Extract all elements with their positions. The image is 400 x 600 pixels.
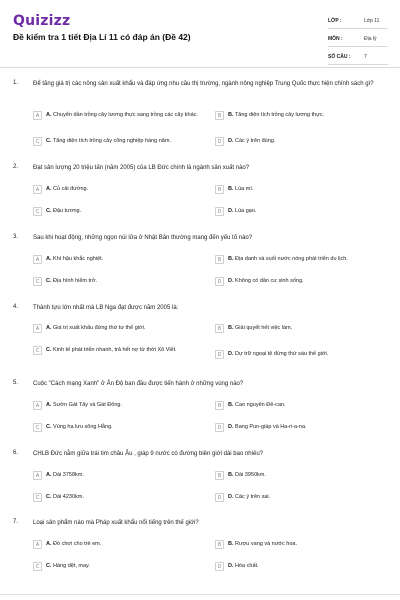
option-d[interactable] — [215, 277, 383, 286]
footer-divider — [0, 594, 400, 595]
option-letter-box: B — [215, 255, 224, 264]
option-b[interactable] — [215, 324, 383, 333]
question-number: 7. — [13, 519, 19, 525]
option-lead: C. — [46, 278, 52, 284]
option-letter-box: C — [33, 277, 42, 286]
option-text — [228, 401, 383, 409]
option-body: Giải quyết hết việc làm. — [235, 325, 293, 331]
option-letter-box: B — [215, 540, 224, 549]
option-text — [228, 255, 383, 263]
option-body: Sườn Gát Tây và Gát Đông. — [53, 402, 122, 408]
option-lead: A. — [46, 186, 52, 192]
question-number: 4. — [13, 304, 19, 310]
option-text — [228, 562, 383, 570]
question-text: Loại sản phẩm nào mà Pháp xuất khẩu nổi tiếng trên thế giới? — [33, 520, 199, 526]
option-letter-box: D — [215, 277, 224, 286]
option-body: Hàng dệt, may. — [53, 563, 90, 569]
option-b[interactable] — [215, 401, 383, 410]
option-lead: A. — [46, 541, 52, 547]
option-a[interactable] — [33, 111, 201, 120]
option-c[interactable] — [33, 137, 201, 146]
worksheet-meta — [328, 14, 388, 65]
option-text — [46, 562, 201, 570]
option-letter-box: B — [215, 401, 224, 410]
option-d[interactable] — [215, 493, 383, 502]
option-lead: C. — [46, 138, 52, 144]
quizizz-logo: Quizizz — [13, 13, 71, 29]
option-lead: D. — [228, 351, 234, 357]
option-text — [46, 423, 201, 431]
question-text: Sau khi hoạt động, những ngọn núi lửa ở Nhật Bản thường mang đến yếu tố nào? — [33, 235, 253, 241]
option-letter-box: D — [215, 207, 224, 216]
option-body: Rượu vang và nước hoa. — [235, 541, 298, 547]
option-text — [46, 185, 201, 193]
option-lead: D. — [228, 138, 234, 144]
option-lead: A. — [46, 402, 52, 408]
option-letter-box: C — [33, 562, 42, 571]
question-number: 5. — [13, 380, 19, 386]
option-body: Địa hình hiểm trở. — [53, 278, 97, 284]
option-a[interactable] — [33, 540, 201, 549]
option-body: Dài 3758km. — [53, 472, 84, 478]
option-lead: A. — [46, 256, 52, 262]
option-lead: D. — [228, 208, 234, 214]
option-text — [46, 493, 201, 501]
option-d[interactable] — [215, 423, 383, 432]
option-letter-box: A — [33, 471, 42, 480]
option-a[interactable] — [33, 255, 201, 264]
option-text — [228, 324, 383, 332]
question-number: 2. — [13, 164, 19, 170]
option-c[interactable] — [33, 207, 201, 216]
option-b[interactable] — [215, 540, 383, 549]
question-text: CHLB Đức nằm giữa trái tim châu Âu , giáp 9 nước có đường biên giới dài bao nhiêu? — [33, 451, 263, 457]
option-letter-box: A — [33, 255, 42, 264]
question-text: Cuộc "Cách mạng Xanh" ở Ấn Độ ban đầu được tiến hành ở những vùng nào? — [33, 381, 244, 387]
option-letter-box: C — [33, 346, 42, 355]
option-text — [228, 185, 383, 193]
option-text — [46, 324, 201, 332]
question-number: 3. — [13, 234, 19, 240]
option-text — [228, 137, 383, 145]
option-text — [228, 207, 383, 215]
option-text — [228, 277, 383, 285]
option-b[interactable] — [215, 255, 383, 264]
option-b[interactable] — [215, 471, 383, 480]
option-body: Tăng diện tích trồng cây lương thực. — [234, 112, 325, 118]
option-lead: C. — [46, 347, 52, 353]
option-letter-box: D — [215, 493, 224, 502]
option-body: Hóa chất. — [235, 563, 259, 569]
option-body: Kinh tế phát triển nhanh, trả hết nợ từ thời Xô Viết. — [53, 347, 177, 353]
option-a[interactable] — [33, 324, 201, 333]
option-text — [46, 346, 196, 354]
option-d[interactable] — [215, 350, 383, 359]
option-lead: A. — [46, 112, 52, 118]
meta-value: Địa lý — [364, 36, 377, 42]
option-letter-box: B — [215, 324, 224, 333]
option-c[interactable] — [33, 562, 201, 571]
option-letter-box: A — [33, 324, 42, 333]
option-lead: C. — [46, 563, 52, 569]
option-letter-box: C — [33, 423, 42, 432]
option-c[interactable] — [33, 346, 196, 355]
option-lead: D. — [228, 563, 234, 569]
option-letter-box: C — [33, 207, 42, 216]
option-text — [46, 540, 201, 548]
option-body: Chuyển dần trồng cây lương thực sang trồng các cây khác. — [53, 112, 198, 118]
option-letter-box: C — [33, 493, 42, 502]
option-text — [46, 207, 201, 215]
option-text — [46, 401, 201, 409]
question-text: Thành tựu lớn nhất mà LB Nga đạt được năm 2005 là: — [33, 305, 179, 311]
option-body: Dài 4230km. — [53, 494, 84, 500]
option-letter-box: C — [33, 137, 42, 146]
option-lead: C. — [46, 424, 52, 430]
option-lead: D. — [228, 494, 234, 500]
option-lead: B. — [228, 402, 234, 408]
question-number: 6. — [13, 450, 19, 456]
option-letter-box: A — [33, 111, 42, 120]
option-text — [46, 111, 201, 119]
option-lead: B. — [228, 325, 234, 331]
option-body: Địa danh và suối nước nóng phát triển du lịch. — [235, 256, 348, 262]
option-lead: B. — [228, 541, 234, 547]
option-text — [228, 493, 383, 501]
option-text — [46, 255, 201, 263]
option-lead: B. — [228, 186, 234, 192]
option-a[interactable] — [33, 185, 201, 194]
option-body: Khí hậu khắc nghiệt. — [53, 256, 104, 262]
header-divider — [0, 67, 400, 68]
option-c[interactable] — [33, 493, 201, 502]
option-letter-box: A — [33, 401, 42, 410]
option-letter-box: B — [215, 185, 224, 194]
question-text: Để tăng giá trị các nông sản xuất khẩu và đáp ứng nhu cầu thị trường, ngành nông nghiệp Trung Quốc thực hiện chính sách gì? — [33, 81, 374, 87]
option-body: Bang Pun-giáp và Ha-ri-a-na. — [235, 424, 307, 430]
option-lead: C. — [46, 208, 52, 214]
meta-label: SỐ CÂU : — [328, 54, 351, 60]
option-body: Cao nguyên Đê-can. — [235, 402, 286, 408]
option-lead: C. — [46, 494, 52, 500]
meta-row-question-count — [328, 50, 388, 65]
option-letter-box: D — [215, 137, 224, 146]
option-body: Các ý trên đúng. — [235, 138, 276, 144]
option-letter-box: B — [215, 111, 224, 120]
option-body: Lúa gạo. — [235, 208, 257, 214]
option-body: Dài 3950km. — [235, 472, 266, 478]
option-body: Các ý trên sai. — [235, 494, 271, 500]
meta-label: MÔN : — [328, 36, 343, 42]
option-d[interactable] — [215, 137, 383, 146]
option-d[interactable] — [215, 207, 383, 216]
option-b[interactable] — [215, 185, 383, 194]
option-c[interactable] — [33, 277, 201, 286]
option-text — [228, 540, 383, 548]
option-lead: B. — [228, 112, 234, 118]
option-letter-box: A — [33, 540, 42, 549]
meta-value: 7 — [364, 54, 367, 60]
option-text — [46, 471, 201, 479]
option-body: Đồ chơi cho trẻ em. — [53, 541, 102, 547]
meta-value: Lớp 11 — [364, 18, 380, 24]
meta-row-subject — [328, 32, 388, 47]
option-text — [228, 350, 383, 358]
option-lead: B. — [228, 472, 234, 478]
option-text — [46, 277, 201, 285]
option-text — [228, 111, 383, 119]
option-text — [46, 137, 201, 145]
question-text: Đạt sản lượng 20 triệu tấn (năm 2005) của LB Đức chính là ngành sản xuất nào? — [33, 165, 250, 171]
meta-row-class — [328, 14, 388, 29]
page-title: Đề kiểm tra 1 tiết Địa Lí 11 có đáp án (Đề 42) — [13, 32, 191, 42]
option-letter-box: D — [215, 350, 224, 359]
option-body: Dự trữ ngoại tệ đứng thứ sáu thế giới. — [235, 351, 329, 357]
option-body: Vùng hạ lưu sông Hằng. — [53, 424, 113, 430]
option-letter-box: D — [215, 423, 224, 432]
option-body: Tăng diện tích trồng cây công nghiệp hàng năm. — [52, 138, 171, 144]
option-letter-box: A — [33, 185, 42, 194]
option-body: Không có dân cư sinh sống. — [235, 278, 304, 284]
meta-label: LỚP : — [328, 18, 342, 24]
option-body: Đậu tương. — [53, 208, 82, 214]
option-lead: D. — [228, 278, 234, 284]
option-b[interactable] — [215, 111, 383, 120]
option-letter-box: B — [215, 471, 224, 480]
option-lead: A. — [46, 472, 52, 478]
option-text — [228, 423, 383, 431]
option-body: Lúa mì. — [235, 186, 254, 192]
option-lead: D. — [228, 424, 234, 430]
option-body: Giá trị xuất khẩu đứng thứ tư thế giới. — [53, 325, 146, 331]
option-lead: A. — [46, 325, 52, 331]
question-number: 1. — [13, 80, 19, 86]
option-a[interactable] — [33, 401, 201, 410]
option-text — [228, 471, 383, 479]
option-c[interactable] — [33, 423, 201, 432]
option-body: Củ cải đường. — [53, 186, 89, 192]
option-letter-box: D — [215, 562, 224, 571]
option-lead: B. — [228, 256, 234, 262]
option-a[interactable] — [33, 471, 201, 480]
option-d[interactable] — [215, 562, 383, 571]
